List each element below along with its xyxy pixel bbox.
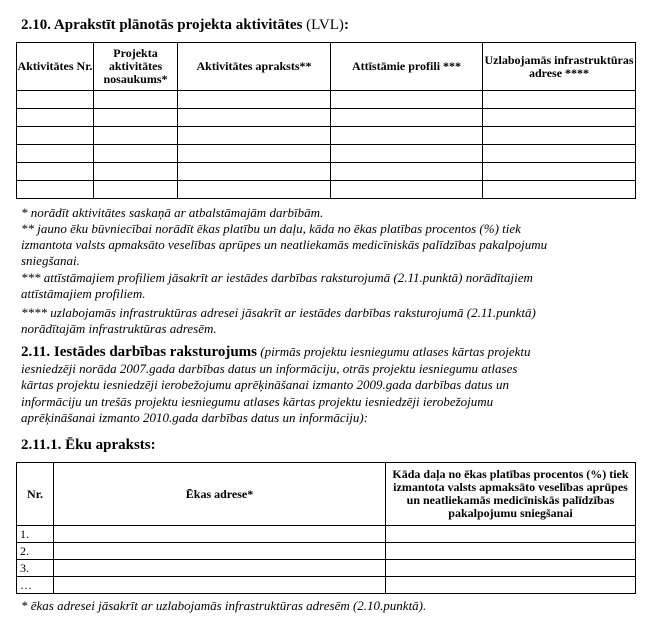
row-number: 3. bbox=[17, 560, 54, 577]
section-2-11-text: (pirmās projektu iesniegumu atlases kārtas projektu bbox=[257, 344, 531, 359]
table-cell[interactable] bbox=[483, 163, 636, 181]
table-cell[interactable] bbox=[178, 145, 331, 163]
header-activity-name: Projekta aktivitātes nosaukums* bbox=[94, 43, 178, 91]
table-cell[interactable] bbox=[54, 543, 386, 560]
table-cell[interactable] bbox=[178, 181, 331, 199]
activities-header-row bbox=[17, 43, 636, 91]
table-cell[interactable] bbox=[483, 181, 636, 199]
header-developed-profiles: Attīstāmie profili *** bbox=[331, 43, 483, 91]
table-row bbox=[17, 91, 636, 109]
header-building-address: Ēkas adrese* bbox=[54, 463, 386, 526]
table-row bbox=[17, 145, 636, 163]
section-2-11-line-1 bbox=[21, 344, 621, 360]
table-row bbox=[17, 163, 636, 181]
row-number: 1. bbox=[17, 526, 54, 543]
table-cell[interactable] bbox=[331, 181, 483, 199]
section-2-11-1-title: 2.11.1. Ēku apraksts: bbox=[21, 437, 156, 453]
table-cell[interactable] bbox=[54, 526, 386, 543]
table-cell[interactable] bbox=[331, 109, 483, 127]
table-cell[interactable] bbox=[331, 91, 483, 109]
section-2-11-line-2: iesniedzēji norāda 2007.gada darbības datus un informāciju, otrās projektu iesniegumu atlases bbox=[21, 361, 518, 376]
table-cell[interactable] bbox=[178, 127, 331, 145]
buildings-body bbox=[17, 526, 636, 594]
note-profiles: *** attīstāmajiem profiliem jāsakrīt ar iestādes darbības raksturojumā (2.11.punktā) norādītajiem bbox=[21, 270, 533, 285]
table-cell[interactable] bbox=[386, 543, 636, 560]
table-cell[interactable] bbox=[54, 560, 386, 577]
table-cell[interactable] bbox=[178, 109, 331, 127]
section-2-11-line-3: kārtas projektu iesniedzēji ierobežojumu aprēķināšanai izmanto 2009.gada darbības datus un bbox=[21, 377, 509, 392]
table-cell[interactable] bbox=[17, 91, 94, 109]
header-area-percentage: Kāda daļa no ēkas platības procentos (%) tiek izmantota valsts apmaksāto veselības aprūpes un neatliekamās medicīniskās palīdzības pakalpojumu sniegšanai bbox=[386, 463, 636, 526]
table-cell[interactable] bbox=[94, 145, 178, 163]
table-cell[interactable] bbox=[386, 577, 636, 594]
note-building-area-end: sniegšanai. bbox=[21, 253, 80, 268]
section-2-10-title bbox=[21, 17, 349, 34]
table-cell[interactable] bbox=[54, 577, 386, 594]
table-cell[interactable] bbox=[386, 526, 636, 543]
section-2-11-line-5: aprēķināšanai izmanto 2010.gada darbības datus un informāciju): bbox=[21, 410, 369, 425]
table-cell[interactable] bbox=[386, 560, 636, 577]
table-cell[interactable] bbox=[94, 127, 178, 145]
table-cell[interactable] bbox=[94, 91, 178, 109]
buildings-header-row bbox=[17, 463, 636, 526]
table-cell[interactable] bbox=[331, 163, 483, 181]
note-building-area-cont: izmantota valsts apmaksāto veselības aprūpes un neatliekamās medicīniskās palīdzības pakalpojumu bbox=[21, 237, 548, 252]
table-cell[interactable] bbox=[17, 163, 94, 181]
table-cell[interactable] bbox=[17, 127, 94, 145]
table-row bbox=[17, 577, 636, 594]
note-profiles-end: attīstāmajiem profiliem. bbox=[21, 286, 146, 301]
table-row bbox=[17, 543, 636, 560]
table-cell[interactable] bbox=[483, 91, 636, 109]
table-cell[interactable] bbox=[17, 109, 94, 127]
table-cell[interactable] bbox=[483, 127, 636, 145]
note-infrastructure: **** uzlabojamās infrastruktūras adresei jāsakrīt ar iestādes darbības raksturojumā (2.11.punktā) bbox=[21, 305, 536, 320]
table-cell[interactable] bbox=[94, 181, 178, 199]
header-number: Nr. bbox=[17, 463, 54, 526]
activities-table bbox=[16, 42, 636, 199]
header-activity-number: Aktivitātes Nr. bbox=[17, 43, 94, 91]
table-cell[interactable] bbox=[17, 181, 94, 199]
table-cell[interactable] bbox=[331, 127, 483, 145]
section-2-10-currency: (LVL) bbox=[306, 17, 344, 33]
table-cell[interactable] bbox=[178, 163, 331, 181]
row-number: … bbox=[17, 577, 54, 594]
activities-body bbox=[17, 91, 636, 199]
header-activity-description: Aktivitātes apraksts** bbox=[178, 43, 331, 91]
note-building-address: * ēkas adresei jāsakrīt ar uzlabojamās infrastruktūras adresēm (2.10.punktā). bbox=[21, 598, 427, 613]
table-cell[interactable] bbox=[17, 145, 94, 163]
row-number: 2. bbox=[17, 543, 54, 560]
header-infrastructure-address: Uzlabojamās infrastruktūras adrese **** bbox=[483, 43, 636, 91]
section-2-11-line-4: informāciju un trešās projektu iesniegumu atlases kārtas projektu iesniedzēji ierobežojumu bbox=[21, 394, 494, 409]
table-cell[interactable] bbox=[178, 91, 331, 109]
buildings-table bbox=[16, 462, 636, 594]
section-2-10-colon: : bbox=[343, 17, 349, 33]
section-2-10-title-bold: 2.10. Aprakstīt plānotās projekta aktivitātes bbox=[21, 17, 307, 33]
table-row bbox=[17, 181, 636, 199]
table-cell[interactable] bbox=[331, 145, 483, 163]
table-row bbox=[17, 109, 636, 127]
table-cell[interactable] bbox=[94, 109, 178, 127]
note-infrastructure-end: norādītajām infrastruktūras adresēm. bbox=[21, 321, 217, 336]
table-row bbox=[17, 560, 636, 577]
table-row bbox=[17, 127, 636, 145]
table-cell[interactable] bbox=[483, 145, 636, 163]
table-cell[interactable] bbox=[94, 163, 178, 181]
note-activities: * norādīt aktivitātes saskaņā ar atbalstāmajām darbībām. bbox=[21, 205, 324, 220]
section-2-11-title: 2.11. Iestādes darbības raksturojums bbox=[21, 344, 258, 360]
note-building-area: ** jauno ēku būvniecībai norādīt ēkas platību un daļu, kāda no ēkas platības procentos (%) tiek bbox=[21, 221, 521, 236]
table-row bbox=[17, 526, 636, 543]
table-cell[interactable] bbox=[483, 109, 636, 127]
